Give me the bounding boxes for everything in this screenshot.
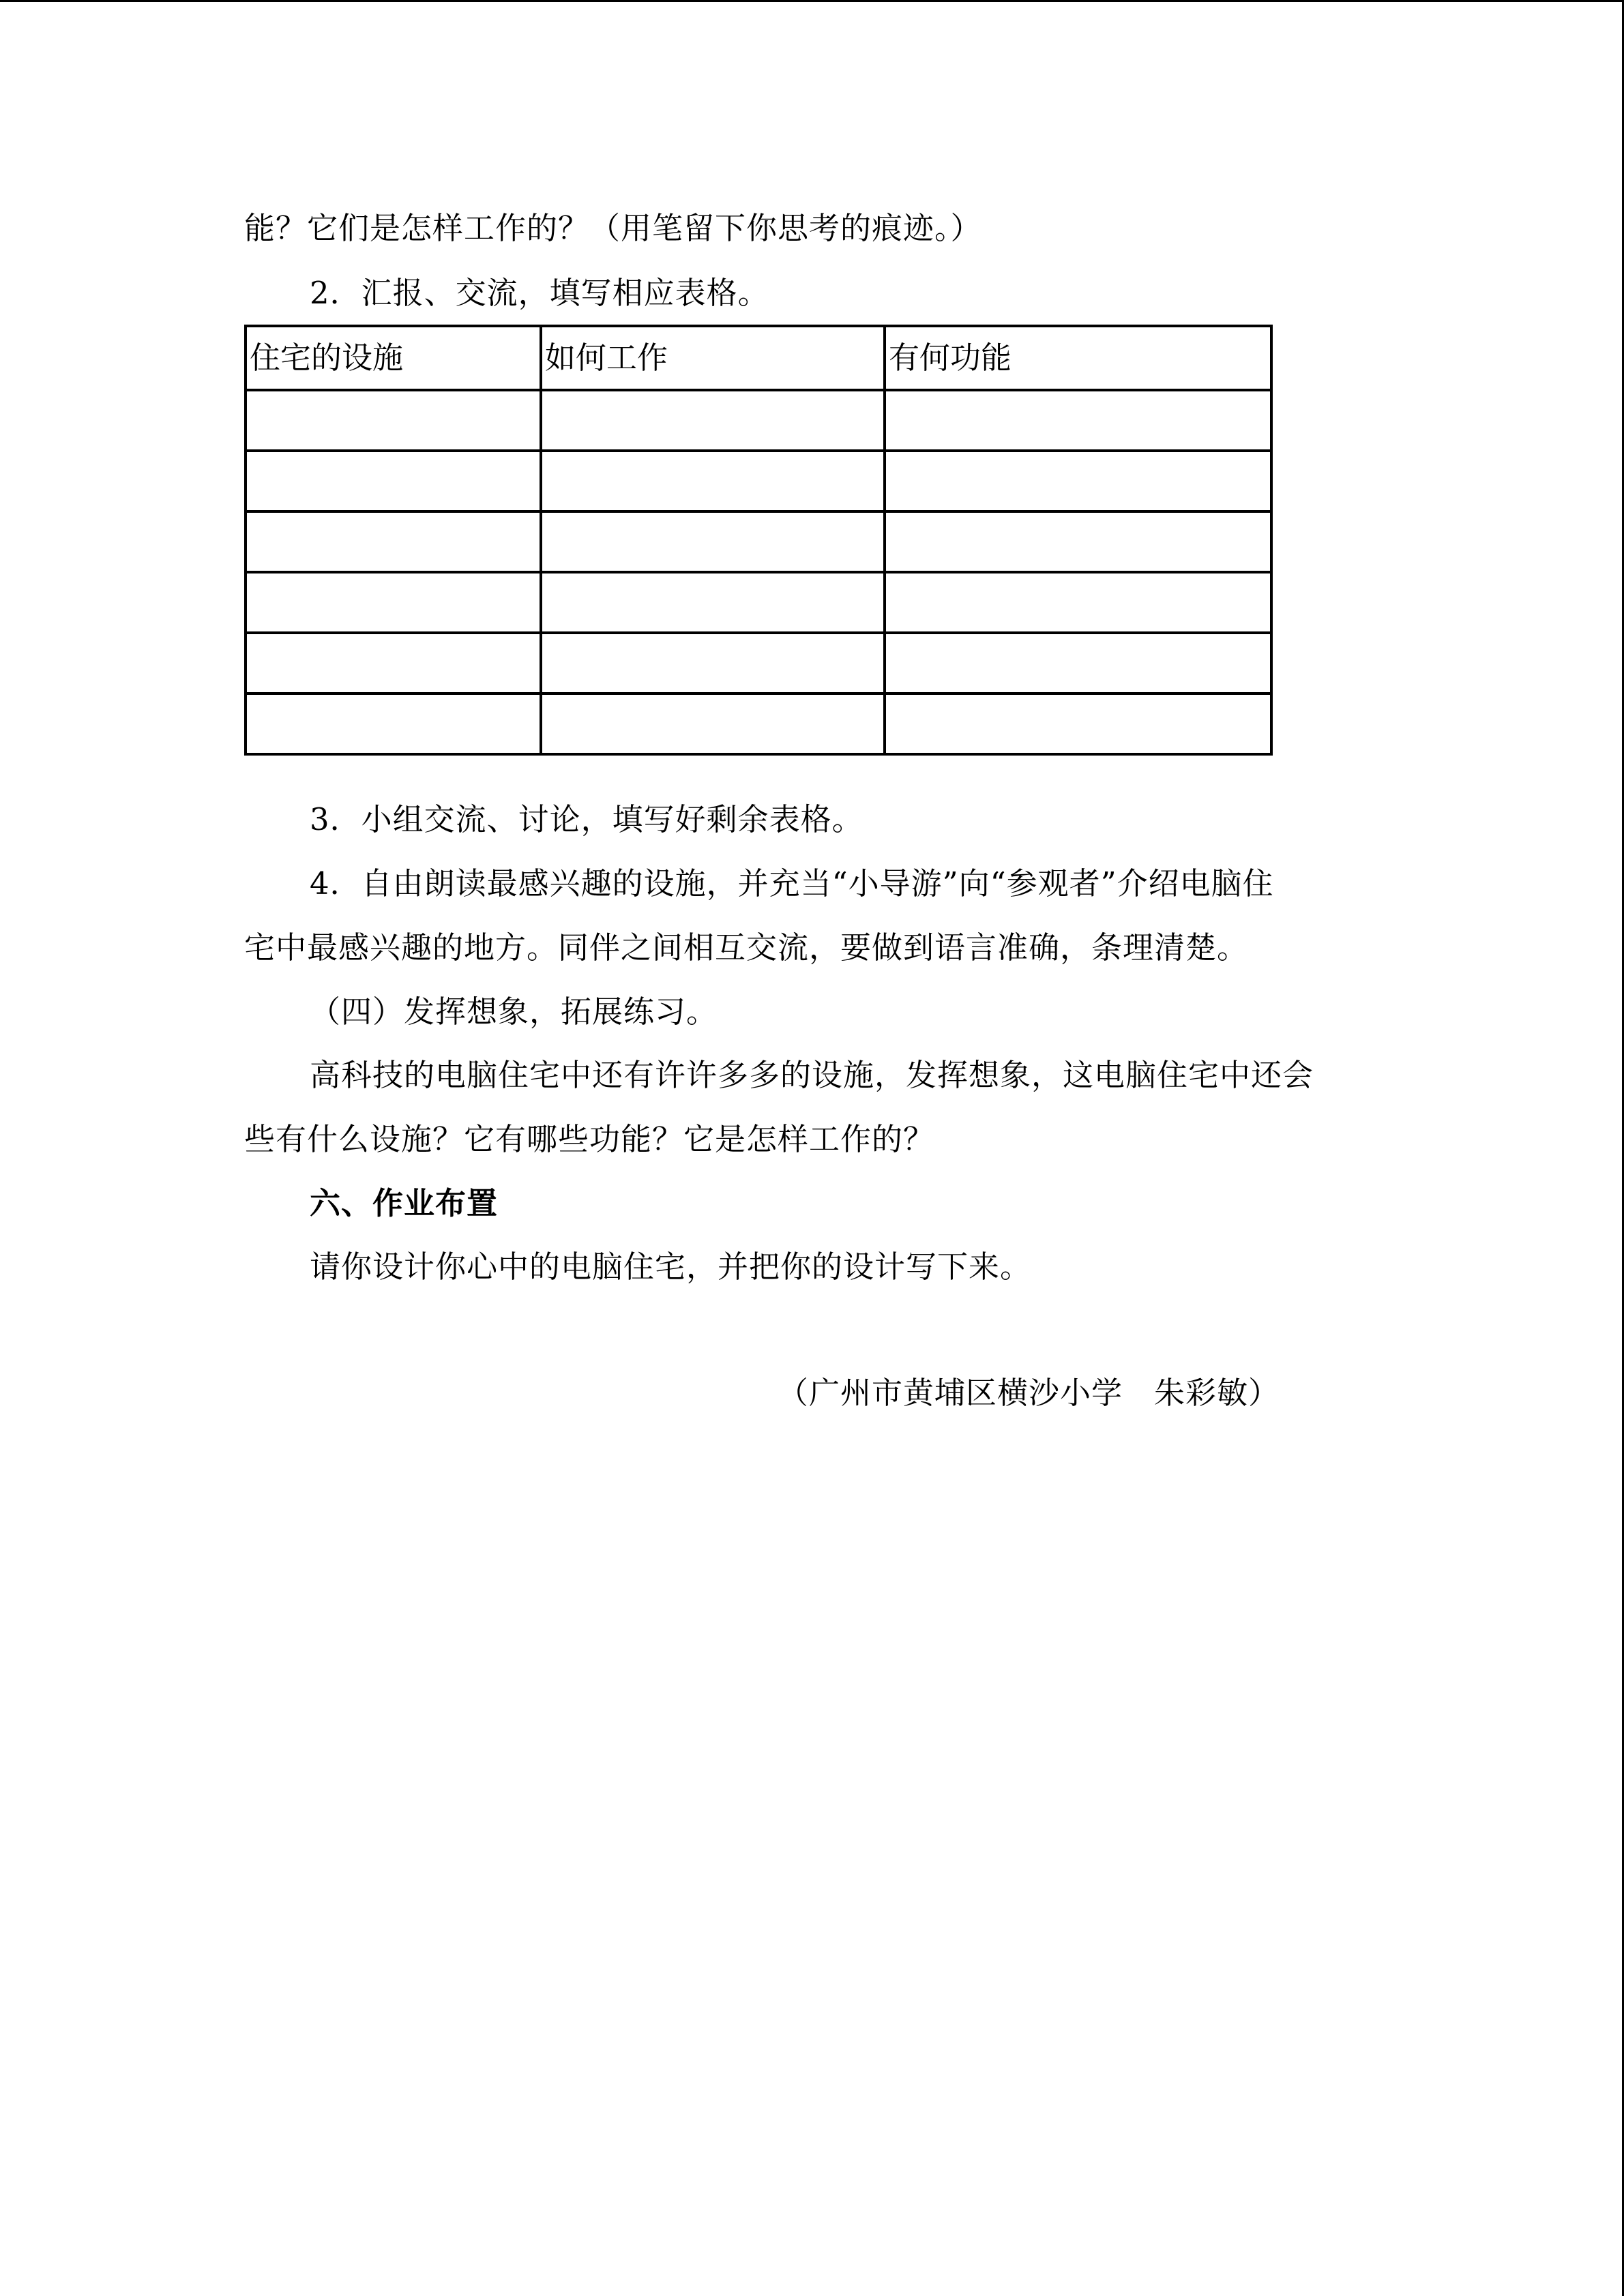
table-cell (541, 572, 885, 633)
table-cell (246, 511, 541, 572)
table-cell (246, 694, 541, 754)
facilities-table (244, 325, 1273, 756)
table-cell (246, 633, 541, 694)
homework-text: 请你设计你心中的电脑住宅，并把你的设计写下来。 (310, 1249, 1032, 1285)
table-cell (246, 390, 541, 451)
step-2-text: 2．汇报、交流，填写相应表格。 (310, 275, 769, 311)
table-row (246, 451, 1271, 511)
imagination-paragraph: 高科技的电脑住宅中还有许许多多的设施，发挥想象，这电脑住宅中还会 (310, 1057, 1314, 1093)
table-row (246, 511, 1271, 572)
paragraph-line-1: 能？它们是怎样工作的？（用笔留下你思考的痕迹。） (244, 210, 982, 246)
table-cell (885, 694, 1271, 754)
table-row (246, 390, 1271, 451)
table-cell (541, 633, 885, 694)
step-4-text: 4．自由朗读最感兴趣的设施，并充当“小导游”向“参观者”介绍电脑住 (310, 865, 1274, 901)
table-cell (541, 511, 885, 572)
step-3-text: 3．小组交流、讨论，填写好剩余表格。 (310, 801, 863, 837)
table-header-how-works: 如何工作 (541, 326, 885, 390)
table-cell (885, 633, 1271, 694)
table-cell (885, 451, 1271, 511)
table-cell (885, 572, 1271, 633)
table-cell (541, 451, 885, 511)
homework-heading: 六、作业布置 (310, 1185, 499, 1221)
table-row (246, 572, 1271, 633)
table-cell (885, 511, 1271, 572)
table-cell (541, 390, 885, 451)
table-cell (246, 451, 541, 511)
table-header-facility: 住宅的设施 (246, 326, 541, 390)
page-top-border (0, 0, 1624, 2)
step-4-continued: 宅中最感兴趣的地方。同伴之间相互交流，要做到语言准确，条理清楚。 (244, 929, 1249, 966)
table-cell (541, 694, 885, 754)
imagination-paragraph-continued: 些有什么设施？它有哪些功能？它是怎样工作的？ (244, 1121, 935, 1157)
table-cell (246, 572, 541, 633)
table-cell (885, 390, 1271, 451)
table-header-row (246, 326, 1271, 390)
section-4-heading: （四）发挥想象，拓展练习。 (310, 994, 718, 1030)
table-row (246, 694, 1271, 754)
author-attribution: （广州市黄埔区横沙小学 朱彩敏） (778, 1375, 1280, 1411)
table-header-function: 有何功能 (885, 326, 1271, 390)
table-row (246, 633, 1271, 694)
